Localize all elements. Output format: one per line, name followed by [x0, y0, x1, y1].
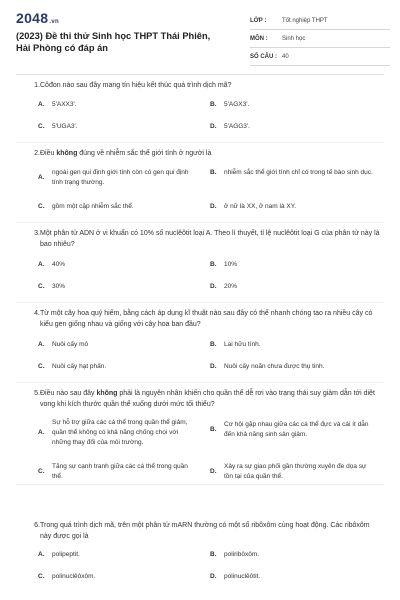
option-letter: C. [38, 123, 45, 130]
option-a[interactable] [38, 100, 192, 110]
meta-row-question-count [250, 48, 390, 66]
option-letter: C. [38, 363, 45, 370]
option-letter: A. [38, 341, 45, 348]
option-a[interactable] [38, 260, 192, 270]
option-letter: A. [38, 551, 45, 558]
option-text: polinuclêôtit. [224, 573, 261, 580]
option-text: ngoài gen qui định giới tính còn có gen qui định tính trạng thường. [52, 169, 189, 186]
option-letter: B. [210, 261, 217, 268]
option-letter: B. [210, 341, 217, 348]
option-text: Lai hữu tính. [224, 341, 261, 348]
option-b[interactable] [210, 550, 364, 560]
option-letter: D. [210, 573, 217, 580]
question-separator [16, 142, 384, 143]
meta-label: MÔN : [250, 35, 268, 42]
option-d[interactable] [210, 362, 384, 372]
option-letter: C. [38, 203, 45, 210]
option-b[interactable] [210, 420, 374, 440]
question-text [22, 148, 382, 159]
option-letter: A. [38, 101, 45, 108]
option-letter: B. [210, 551, 217, 558]
question-separator [16, 222, 384, 223]
option-d[interactable] [210, 572, 364, 582]
option-b[interactable] [210, 260, 364, 270]
option-d[interactable] [210, 122, 364, 132]
question-stem: Trong quá trình dịch mã, trên một phân tử mARN thường có một số ribôxôm cùng hoạt động. Các ribôxôm này được gọi là [40, 522, 370, 540]
page-header [0, 0, 400, 74]
logo-text: 2048 [16, 10, 49, 26]
question-text [22, 520, 382, 542]
option-letter: C. [38, 573, 45, 580]
question-stem-start: Điều [40, 150, 57, 157]
option-text: 5'UGA3'. [52, 123, 78, 130]
option-text: 30% [52, 283, 66, 290]
question-stem-end: phải là nguyên nhân khiến cho quần thể dễ rơi vào trạng thái suy giảm dẫn tới diệt vong khi kích thước quần thể xuống dưới mức tối thiểu? [40, 390, 375, 408]
option-d[interactable] [210, 462, 374, 482]
question-number: 3. [34, 230, 40, 237]
question-stem: Côđon nào sau đây mang tín hiệu kết thúc quá trình dịch mã? [40, 82, 232, 89]
header-divider [16, 74, 384, 75]
option-b[interactable] [210, 100, 364, 110]
question-text [22, 80, 382, 91]
option-text: ở nữ là XX, ở nam là XY. [224, 203, 297, 210]
option-b[interactable] [210, 340, 364, 350]
question-stem: Từ một cây hoa quý hiếm, bằng cách áp dụng kĩ thuật nào sau đây có thể nhanh chóng tạo ra nhiều cây có kiểu gen giống nhau và giống với cây hoa ban đầu? [40, 310, 373, 328]
option-c[interactable] [38, 122, 192, 132]
option-text: Nuôi cấy hạt phấn. [52, 363, 107, 370]
option-text: gồm một cặp nhiễm sắc thể. [52, 203, 134, 210]
option-c[interactable] [38, 282, 192, 292]
option-letter: A. [38, 429, 45, 436]
option-text: nhiễm sắc thể giới tính chỉ có trong tế bào sinh dục. [224, 169, 373, 176]
question-stem-emphasis: không [96, 390, 118, 397]
option-c[interactable] [38, 462, 194, 482]
option-a[interactable] [38, 340, 192, 350]
option-letter: D. [210, 123, 217, 130]
option-letter: B. [210, 169, 217, 176]
option-text: 20% [224, 283, 238, 290]
option-text: 5'AXX3'. [52, 101, 77, 108]
question-text [22, 308, 382, 330]
option-b[interactable] [210, 168, 374, 178]
option-c[interactable] [38, 572, 192, 582]
option-letter: D. [210, 203, 217, 210]
option-letter: D. [210, 363, 217, 370]
meta-label: SỐ CÂU : [250, 53, 277, 60]
option-letter: B. [210, 101, 217, 108]
meta-value: 40 [282, 53, 289, 60]
option-letter: A. [38, 261, 45, 268]
option-letter: A. [38, 174, 45, 181]
option-c[interactable] [38, 362, 192, 372]
option-a[interactable] [38, 168, 200, 188]
option-text: Nuôi cấy noãn chưa được thụ tinh. [224, 363, 325, 370]
option-letter: D. [210, 468, 217, 475]
option-text: Nuôi cấy mô [52, 341, 89, 348]
question-number: 1. [34, 82, 40, 89]
question-number: 4. [34, 310, 40, 317]
option-c[interactable] [38, 202, 192, 212]
question-stem-start: Điều nào sau đây [40, 390, 97, 397]
option-letter: D. [210, 283, 217, 290]
question-stem: Một phân tử ADN ở vi khuẩn có 10% số nuclêôtit loại A. Theo lí thuyết, tỉ lệ nuclêôtit loại G của phân tử này là bao nhiêu? [40, 230, 380, 248]
option-text: Xảy ra sự giao phối gần thường xuyên đe dọa sự tồn tại của quần thể. [224, 463, 367, 480]
option-text: polinuclêôxôm. [52, 573, 96, 580]
option-text: Tăng sự cạnh tranh giữa các cá thể trong quần thể. [52, 463, 188, 480]
question-separator [16, 302, 384, 303]
option-text: 5'AGX3'. [224, 101, 250, 108]
option-text: polipeptit. [52, 551, 80, 558]
question-stem-emphasis: không [56, 150, 78, 157]
option-text: Cơ hội gặp nhau giữa các cá thể đực và cái ít dẫn đến khả năng sinh sản giảm. [224, 421, 369, 438]
question-text [22, 228, 382, 250]
site-logo[interactable] [16, 10, 59, 26]
meta-value: Sinh học [282, 35, 306, 42]
meta-label: LỚP : [250, 17, 267, 24]
option-a[interactable] [38, 418, 194, 448]
question-stem-end: đúng về nhiễm sắc thể giới tính ở người là [77, 150, 212, 157]
question-number: 5. [34, 390, 40, 397]
option-text: Sự hỗ trợ giữa các cá thể trong quần thể giảm, quần thể không có khả năng chống chọi với những thay đổi của môi trường. [52, 419, 188, 446]
option-d[interactable] [210, 282, 364, 292]
option-letter: C. [38, 283, 45, 290]
meta-row-class [250, 12, 390, 30]
option-text: 40% [52, 261, 66, 268]
question-separator [16, 382, 384, 383]
exam-meta-table [250, 12, 390, 66]
option-text: 5'AGG3'. [224, 123, 250, 130]
logo-suffix: .vn [49, 19, 59, 25]
question-number: 2. [34, 150, 40, 157]
meta-row-subject [250, 30, 390, 48]
option-letter: B. [210, 426, 217, 433]
exam-title: (2023) Đề thi thử Sinh học THPT Thái Phiên, Hải Phòng có đáp án [16, 31, 211, 53]
question-separator [16, 484, 384, 485]
question-text [22, 388, 382, 410]
question-number: 6. [34, 522, 40, 529]
option-text: poliribôxôm. [224, 551, 260, 558]
option-letter: C. [38, 468, 45, 475]
option-d[interactable] [210, 202, 364, 212]
option-text: 10% [224, 261, 238, 268]
option-a[interactable] [38, 550, 192, 560]
meta-value: Tốt nghiệp THPT [282, 17, 328, 24]
